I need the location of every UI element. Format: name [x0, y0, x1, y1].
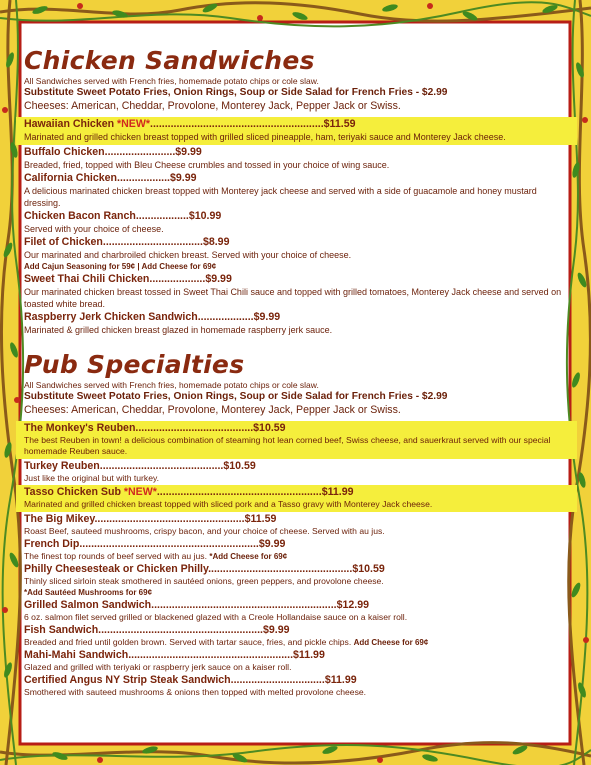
item-header: [24, 674, 569, 687]
item-price: $10.59: [253, 422, 286, 434]
item-header: [24, 210, 569, 223]
item-description-text: Breaded and fried until golden brown. Served with tartar sauce, fries, and pickle chips.: [24, 637, 354, 647]
menu-content: [24, 46, 569, 698]
item-addon: *Add Sautéed Mushrooms for 69¢: [24, 588, 153, 597]
item-header: [24, 649, 569, 662]
item-dots: ...................: [149, 273, 206, 285]
item-dots: ...................: [197, 311, 254, 323]
item-description: Glazed and grilled with teriyaki or raspberry jerk sauce on a kaiser roll.: [24, 662, 292, 672]
item-description: Smothered with sauteed mushrooms & onions then topped with melted provolone cheese.: [24, 687, 367, 697]
menu-item-filet-of-chicken: [24, 236, 569, 272]
item-dots: ........................................................: [98, 624, 263, 636]
menu-item-tasso-chicken-sub: [16, 485, 577, 512]
item-name: The Big Mikey: [24, 513, 95, 525]
menu-item-raspberry-jerk-chicken: [24, 311, 569, 336]
item-description: Our marinated chicken breast tossed in Sweet Thai Chili sauce and topped with grilled tomatoes, Monterey Jack cheese and served on toasted white bread.: [24, 287, 562, 309]
item-description: Thinly sliced sirloin steak smothered in sautéed onions, green peppers, and provolone cheese.: [24, 576, 384, 586]
item-header: [24, 563, 569, 576]
menu-item-monkeys-reuben: [16, 421, 577, 459]
item-header: [24, 513, 569, 526]
item-price: $8.99: [202, 236, 230, 248]
item-name: Chicken Bacon Ranch: [24, 210, 136, 222]
item-header: [24, 486, 569, 499]
item-description: Served with your choice of cheese.: [24, 224, 164, 234]
menu-item-grilled-salmon-sandwich: [24, 599, 569, 623]
item-name: Grilled Salmon Sandwich: [24, 599, 152, 611]
menu-item-sweet-thai-chili-chicken: [24, 273, 569, 310]
new-badge: *NEW*: [117, 118, 150, 130]
item-name: Fish Sandwich: [24, 624, 99, 636]
section-note: All Sandwiches served with French fries, homemade potato chips or cole slaw.: [24, 76, 319, 86]
item-name: Sweet Thai Chili Chicken: [24, 273, 150, 285]
item-header: [24, 460, 569, 473]
new-badge: *NEW*: [123, 486, 157, 498]
item-price: $9.99: [175, 146, 202, 158]
item-name: Tasso Chicken Sub: [24, 486, 124, 498]
item-dots: .............................................................: [79, 538, 259, 550]
item-price: $12.99: [336, 599, 369, 611]
item-price: $11.99: [324, 674, 357, 686]
section-note: All Sandwiches served with French fries, homemade potato chips or cole slaw.: [24, 380, 319, 390]
item-description: Breaded, fried, topped with Bleu Cheese crumbles and tossed in your choice of wing sauce.: [24, 160, 390, 170]
cheese-options: Cheeses: American, Cheddar, Provolone, Monterey Jack, Pepper Jack or Swiss.: [24, 404, 401, 416]
item-name: Hawaiian Chicken: [24, 118, 118, 130]
item-description: Marinated and grilled chicken breast topped with sliced pork and a Tasso gravy with Monterey Jack cheese.: [24, 499, 433, 509]
item-name: California Chicken: [24, 172, 118, 184]
item-header: [24, 311, 569, 324]
item-addon: *Add Cheese for 69¢: [209, 552, 288, 561]
item-description: The best Reuben in town! a delicious combination of steaming hot lean corned beef, Swiss cheese, and sauerkraut served with our special homemade Reuben sauce.: [24, 435, 551, 456]
cheese-options: Cheeses: American, Cheddar, Provolone, Monterey Jack, Pepper Jack or Swiss.: [24, 100, 401, 112]
item-dots: ........................: [104, 146, 176, 158]
item-header: [24, 422, 569, 435]
item-description-text: The finest top rounds of beef served with au jus.: [24, 551, 210, 561]
item-header: [24, 236, 569, 249]
item-dots: ...........................................................: [150, 118, 324, 130]
item-dots: ..........................................: [99, 460, 224, 472]
item-header: [24, 118, 569, 131]
item-addon: Add Cajun Seasoning for 59¢ | Add Cheese for 69¢: [24, 262, 217, 271]
item-description: Our marinated and charbroiled chicken breast. Served with your choice of cheese.: [24, 250, 352, 260]
item-price: $11.99: [321, 486, 354, 498]
item-addon: Add Cheese for 69¢: [353, 638, 429, 647]
item-dots: ................................: [230, 674, 325, 686]
item-header: [24, 599, 569, 612]
substitute-note: Substitute Sweet Potato Fries, Onion Rings, Soup or Side Salad for French Fries - $2.99: [24, 87, 448, 98]
item-dots: ...................................................: [94, 513, 245, 525]
item-dots: ........................................: [135, 422, 254, 434]
item-name: Turkey Reuben: [24, 460, 100, 472]
substitute-note: Substitute Sweet Potato Fries, Onion Rings, Soup or Side Salad for French Fries - $2.99: [24, 391, 448, 402]
item-dots: ........................................................: [156, 486, 322, 498]
item-name: Philly Cheesesteak or Chicken Philly: [24, 563, 209, 575]
menu-item-mahi-mahi-sandwich: [24, 649, 569, 673]
section-title-pub-specialties: Pub Specialties: [24, 350, 245, 379]
item-name: Filet of Chicken: [24, 236, 103, 248]
item-price: $9.99: [263, 624, 290, 636]
item-dots: ...............................................................: [151, 599, 337, 611]
item-dots: ..................................: [102, 236, 203, 248]
menu-item-fish-sandwich: [24, 624, 569, 648]
item-dots: .................................................: [208, 563, 353, 575]
menu-item-big-mikey: [24, 513, 569, 537]
item-name: Buffalo Chicken: [24, 146, 105, 158]
item-dots: ........................................................: [128, 649, 294, 661]
item-description: 6 oz. salmon filet served grilled or blackened glazed with a Creole Hollandaise sauce on a kaiser roll.: [24, 612, 408, 622]
menu-item-turkey-reuben: [24, 460, 569, 484]
item-description: A delicious marinated chicken breast topped with Monterey jack cheese and served with a side of guacamole and honey mustard dressing.: [24, 186, 537, 208]
item-price: $9.99: [170, 172, 197, 184]
menu-item-buffalo-chicken: [24, 146, 569, 171]
item-price: $9.99: [205, 273, 232, 285]
item-header: [24, 624, 569, 637]
item-description: Marinated & grilled chicken breast glazed in homemade raspberry jerk sauce.: [24, 325, 333, 335]
item-name: French Dip: [24, 538, 80, 550]
item-dots: ..................: [135, 210, 189, 222]
item-name: Raspberry Jerk Chicken Sandwich: [24, 311, 198, 323]
item-price: $11.59: [244, 513, 277, 525]
item-description: Marinated and grilled chicken breast topped with grilled sliced pineapple, ham, teriyaki sauce and Monterey Jack cheese.: [24, 132, 506, 142]
menu-item-california-chicken: [24, 172, 569, 209]
section-title-chicken-sandwiches: Chicken Sandwiches: [24, 46, 315, 75]
menu-item-hawaiian-chicken: [16, 117, 577, 145]
item-price: $11.99: [293, 649, 325, 661]
item-dots: ..................: [117, 172, 170, 184]
item-price: $10.59: [223, 460, 256, 472]
item-price: $9.99: [253, 311, 281, 323]
item-header: [24, 273, 569, 286]
item-description: Roast Beef, sauteed mushrooms, crispy bacon, and your choice of cheese. Served with au jus.: [24, 526, 385, 536]
item-description: Just like the original but with turkey.: [24, 473, 160, 483]
item-header: [24, 146, 569, 159]
item-price: $9.99: [258, 538, 286, 550]
item-price: $10.59: [352, 563, 385, 575]
item-description: [24, 637, 569, 648]
item-price: $10.99: [188, 210, 222, 222]
item-name: Certified Angus NY Strip Steak Sandwich: [24, 674, 231, 686]
menu-item-french-dip: [24, 538, 569, 562]
menu-item-angus-ny-strip-steak: [24, 674, 569, 698]
item-header: [24, 172, 569, 185]
item-name: The Monkey's Reuben: [24, 422, 136, 434]
menu-item-chicken-bacon-ranch: [24, 210, 569, 235]
item-name: Mahi-Mahi Sandwich: [24, 649, 129, 661]
item-price: $11.59: [323, 118, 356, 130]
item-description: [24, 551, 569, 562]
item-header: [24, 538, 569, 551]
menu-item-philly-cheesesteak: [24, 563, 569, 598]
